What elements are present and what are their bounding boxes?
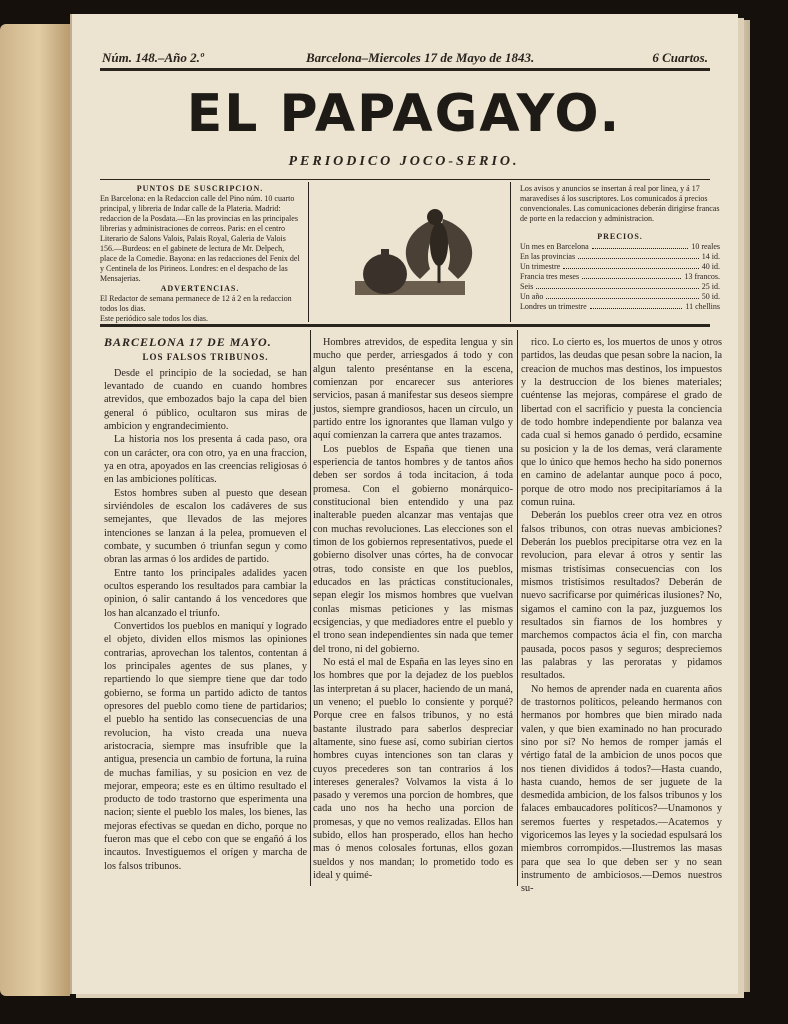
- price-amount: 10 reales: [691, 242, 720, 251]
- article-paragraph: Convertidos los pueblos en maniquí y logrado el objeto, dividen ellos mismos las opiniones contrarias, aprovechan los talentos, contentan á los principales agentes de sus planes, y repartiendo lo que siempre tiene que dar todo gobierno, se forma un partido adicto de tantos opresores del pueblo como tiene de partidarios; el pueblo ha sentido las consecuencias de una revolucion, ha visto creada una nueva aristocracia, siempre mas insufrible que la antigua, presencia un cambio de fortuna, la ruina de muchas familias, y su posicion en vez de mejorar, empeora; este es en último resultado el producto de todo trastorno que esperimenta una nacion; siente el pueblo los males, los bienes, las mejoras efectivas se quedan en dicho, porque no fueron mas que el cebo con que se engañó á los incautos. Investiguemos el orígen y marcha de los falsos tribunos.: [104, 620, 307, 872]
- notices-text: El Redactor de semana permanece de 12 á 2 en la redaccion todos los dias.: [100, 294, 292, 313]
- article-column-2: [313, 336, 513, 882]
- price-row: [520, 272, 720, 282]
- price-amount: 14 id.: [701, 252, 720, 261]
- price-leader: [582, 272, 681, 279]
- price-label: En las provincias: [520, 252, 576, 261]
- price-leader: [578, 252, 699, 259]
- book-left-page: [0, 24, 70, 996]
- prices-heading: PRECIOS.: [597, 232, 643, 241]
- article-paragraph: La historia nos los presenta á cada paso, ora con un carácter, ora con otro, ya en una fraccion, ya en otra, apoyados en las creencias religiosas ó en las ambiciones políticas.: [104, 434, 307, 486]
- subscription-heading: PUNTOS DE SUSCRIPCION.: [136, 184, 264, 193]
- announcements-box: [520, 184, 720, 312]
- header-divider-right: [510, 182, 511, 322]
- price-leader: [536, 282, 698, 289]
- price-row: [520, 252, 720, 262]
- newspaper-title: EL PAPAGAYO.: [186, 84, 622, 144]
- price-row: [520, 262, 720, 272]
- issue-number: Núm. 148.–Año 2.º: [102, 50, 204, 65]
- header-rule: [100, 179, 710, 180]
- price-amount: 11 chellins: [685, 302, 720, 311]
- article-paragraph: Deberán los pueblos creer otra vez en otros falsos tribunos, con otras nuevas ambiciones? Deberán los pueblos precipitarse otra vez en la revolucion, para elevar á otros y sentir las mismas tristísimas consecuencias con los mismos tristísimos resultados? Deberán de nuevo sacrificarse por quiméricas ilusiones? No, sigamos el camino con la paz, juzguemos los resultados sin fiarnos de los hombres y marchemos compactos ácia el fin, con marcha pausada, pocos pasos y seguros; despreciemos las palabras y las peroratas y pidamos resultados.: [521, 510, 722, 682]
- price-amount: 40 id.: [701, 262, 720, 271]
- issue-price: 6 Cuartos.: [652, 50, 708, 65]
- daily-text: Este periódico sale todos los dias.: [100, 314, 208, 323]
- article-paragraph: No hemos de aprender nada en cuarenta años de trastornos políticos, peleando hermanos con hermanos por hombres que bien mirado nada valen, y que bien examinado no han procurado sino por sí? No hemos de romper jamás el vértigo fatal de la ambicion de unos pocos que nos tienen divididos á todos?—Hasta cuando, hasta cuando, hemos de ser juguete de la desmedida ambicion, de los falsos tribunos y los falaces embaucadores políticos?—Unamonos y seremos fuertes y respetados.—Acatemos y vigoricemos las leyes y la sociedad espulsará los miembros corrompidos.—Ilustremos las masas para que sea lo que deben ser y no sean instrumento de ambiciosos.—Demos nuestros su-: [521, 683, 722, 895]
- price-leader: [590, 302, 683, 309]
- article-title: LOS FALSOS TRIBUNOS.: [142, 352, 269, 363]
- masthead-top-line: [102, 50, 708, 66]
- price-leader: [563, 262, 699, 269]
- ink-pot: [363, 254, 407, 294]
- price-row: [520, 282, 720, 292]
- price-amount: 13 francos.: [684, 272, 720, 281]
- body-rule: [100, 324, 710, 327]
- price-list: [520, 242, 720, 312]
- page-edge: [738, 20, 750, 992]
- price-row: [520, 302, 720, 312]
- price-row: [520, 242, 720, 252]
- header-divider-left: [308, 182, 309, 322]
- issue-date: Barcelona–Miercoles 17 de Mayo de 1843.: [306, 50, 535, 65]
- price-label: Seis: [520, 282, 534, 291]
- price-label: Londres un trimestre: [520, 302, 587, 311]
- price-amount: 25 id.: [701, 282, 720, 291]
- subscription-box: [100, 184, 300, 324]
- newspaper-subtitle: PERIODICO JOCO-SERIO.: [288, 154, 520, 169]
- article-paragraph: Desde el principio de la sociedad, se han levantado de cuando en cuando hombres atrevidos, que embozados bajo la capa del bien general ó público, ocultaron sus miras de ambicion y engrandecimiento.: [104, 367, 307, 432]
- column-divider-2: [517, 330, 518, 886]
- column-divider-1: [310, 330, 311, 886]
- price-label: Francia tres meses: [520, 272, 580, 281]
- article-paragraph: Entre tanto los principales adalides yacen ocultos esperando los resultados para cambiar la opinion, ó salir cantando á los vencedores que los han alcanzado el triunfo.: [104, 567, 307, 619]
- article-paragraph: No está el mal de España en las leyes sino en los hombres que por la dejadez de los pueblos las interpretan á su placer, haciendo de un maná, un veneno; el pueblo lo consiente y porqué? Porque cree en falsos tribunos, y no está bastante ilustrado para saberlos despreciar altamente, sino fuese así, como subirian ciertos hombres cuyas intenciones son tan claras y cuyos precederes son tan contrarios á los intereses generales? Volvamos la vista á lo pasado y veremos una porcion de hombres, que cada uno nos ha hecho una porcion de promesas, y que no vemos realizadas. Ellos han subido, ellos han prosperado, ellos han hecho mas ó menos colosales fortunas, ellos gozan sueldos y nos mandan; lo prometido todo es ideal y quimé-: [313, 656, 513, 882]
- announcements-text: Los avisos y anuncios se insertan á real por linea, y á 17 maravedises á los suscriptores. Los comunicados á precios convencionales. Las comunicaciones deberán dirigirse francas de porte en la redaccion y administracion.: [520, 184, 720, 223]
- price-label: Un año: [520, 292, 544, 301]
- notices-heading: ADVERTENCIAS.: [160, 284, 240, 293]
- subscription-text: En Barcelona: en la Redaccion calle del Pino núm. 10 cuarto principal, y libreria de Indar calle de la Plateria. Madrid: redaccion de la Posdata.—En las provincias en las principales librerias y administraciones de correos. Paris: en el centro Literario de Salons Valois, Palais Royal, Galeria de Valois 156.—Burdeos: en el gabinete de lectura de Mr. Delpech, place de la Comedie. Bayona: en las redacciones del Fenix del y Centinela de los Pirineos. Londres: en el despacho de las Mensajerias.: [100, 194, 300, 283]
- article-paragraph: Hombres atrevidos, de espedita lengua y sin mucho que perder, arriesgados á todo y con algun talento preséntanse en la escena, comienzan por encarecer sus anteriores servicios, pasan á manifestar sus deseos siempre justos, siempre grandiosos, hacen un círculo, un partido entre los ignorantes que llaman vulgo y aquí comienzan la carrera que antes trazamos.: [313, 337, 513, 442]
- article-paragraph: Los pueblos de España que tienen una esperiencia de tantos hombres y de tantos años deben ser sordos á toda incitacion, á toda promesa. Con el gobierno monárquico-constitucional bien entendido y una paz inalterable pueden alcanzar mas ventajas que con muchas revoluciones. Las elecciones son el timon de los gobiernos representativos, puede el gobierno disolver unas córtes, ha de convocar otras, todo consiste en que los pueblos, educados en las prácticas constitucionales, sepan elegir los mismos hombres que vuelvan conlas mismas peticiones y las mismas ecsigencias, y que mediadores entre el pueblo y el trono sean independientes sin nada que temer del trono, ni del gobierno.: [313, 443, 513, 655]
- price-leader: [592, 242, 689, 249]
- price-amount: 50 id.: [701, 292, 720, 301]
- parrot-body: [430, 222, 448, 266]
- price-leader: [546, 292, 698, 299]
- parrot-head: [427, 209, 443, 225]
- article-paragraph: rico. Lo cierto es, los muertos de unos y otros partidos, las deudas que pesan sobre la nacion, la creacion de muchos mas destinos, los impuestos y la destruccion de los bienes materiales; cuéntense las mejoras, compárese el grado de libertad con el sacrificio y puesta la conciencia de todo hombre independiente por balanza vea cada cual si hemos ganado ó perdido, ecsamine su posicion y la de los demas, verá claramente que lo único que hemos hecho ha sido ponernos en camino de adelantar aunque poco á poco, porque de otro modo nos precipitaríamos á la comun ruina.: [521, 337, 722, 508]
- section-heading: BARCELONA 17 DE MAYO.: [104, 335, 272, 349]
- parrot-illustration: [325, 199, 490, 309]
- price-label: Un trimestre: [520, 262, 561, 271]
- price-row: [520, 292, 720, 302]
- article-column-1: [104, 336, 307, 873]
- price-label: Un mes en Barcelona: [520, 242, 589, 251]
- top-rule: [100, 68, 710, 71]
- article-column-3: [521, 336, 722, 896]
- newspaper-page: [70, 14, 738, 994]
- article-paragraph: Estos hombres suben al puesto que desean sirviéndoles de escalon los cadáveres de sus semejantes, que llevados de las mejores intenciones se lanzan á la pelea, promueven el combate, y sucumben ó triunfan segun y como obran las armas ó los ardides de partido.: [104, 487, 307, 566]
